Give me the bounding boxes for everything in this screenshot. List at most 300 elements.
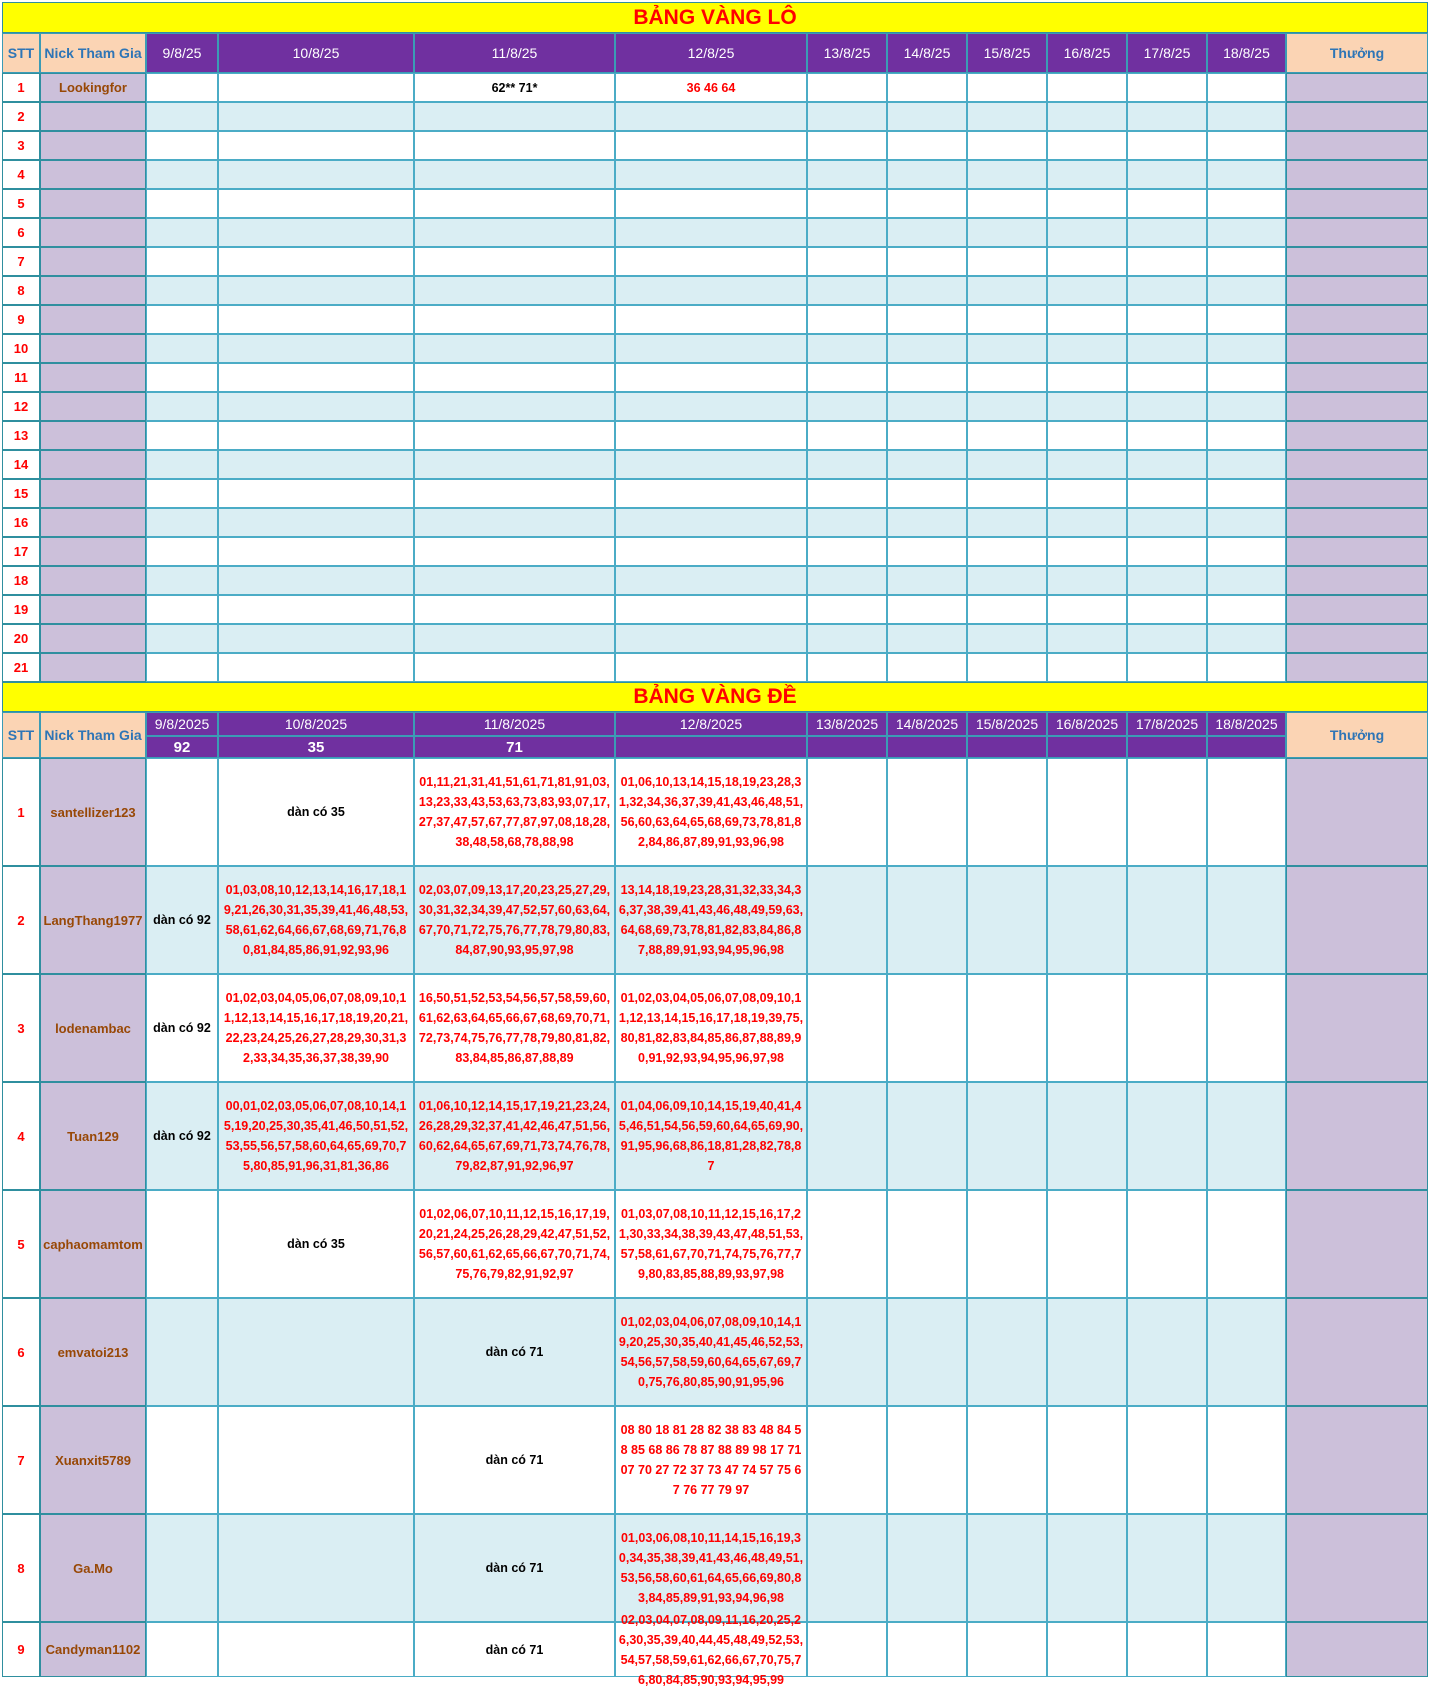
lo-entry-cell[interactable] (615, 189, 807, 218)
de-entry-cell[interactable] (807, 974, 887, 1082)
lo-entry-cell[interactable] (146, 450, 218, 479)
lo-entry-cell[interactable] (807, 102, 887, 131)
de-entry-cell[interactable] (1047, 1622, 1127, 1677)
de-entry-cell[interactable] (615, 866, 807, 974)
lo-entry-cell[interactable] (1047, 334, 1127, 363)
lo-entry-cell[interactable] (807, 131, 887, 160)
de-entry-cell[interactable] (218, 1298, 414, 1406)
lo-entry-cell[interactable] (887, 392, 967, 421)
de-entry-cell[interactable] (1207, 974, 1286, 1082)
de-entry-cell[interactable] (1047, 1514, 1127, 1622)
lo-entry-cell[interactable] (615, 566, 807, 595)
lo-entry-cell[interactable] (1207, 566, 1286, 595)
de-entry-cell[interactable] (414, 1406, 615, 1514)
lo-entry-cell[interactable] (807, 392, 887, 421)
lo-entry-cell[interactable] (1207, 305, 1286, 334)
lo-entry-cell[interactable] (146, 102, 218, 131)
lo-entry-cell[interactable] (218, 305, 414, 334)
de-entry-cell[interactable] (967, 866, 1047, 974)
lo-entry-cell[interactable] (414, 276, 615, 305)
de-entry-cell[interactable] (967, 1406, 1047, 1514)
lo-entry-cell[interactable] (146, 479, 218, 508)
lo-entry-cell[interactable] (1047, 595, 1127, 624)
lo-entry-cell[interactable] (807, 537, 887, 566)
de-entry-cell[interactable] (146, 1082, 218, 1190)
lo-entry-cell[interactable] (615, 160, 807, 189)
lo-entry-cell[interactable] (807, 334, 887, 363)
lo-entry-cell[interactable] (414, 653, 615, 682)
lo-entry-cell[interactable] (967, 653, 1047, 682)
lo-entry-cell[interactable] (1127, 189, 1207, 218)
lo-entry-cell[interactable] (146, 160, 218, 189)
lo-entry-cell[interactable] (1127, 537, 1207, 566)
de-entry-cell[interactable] (967, 1622, 1047, 1677)
lo-entry-cell[interactable] (615, 392, 807, 421)
lo-entry-cell[interactable] (414, 566, 615, 595)
lo-entry-cell[interactable] (887, 450, 967, 479)
de-entry-cell[interactable] (967, 1190, 1047, 1298)
lo-entry-cell[interactable] (1207, 131, 1286, 160)
lo-entry-cell[interactable] (1127, 450, 1207, 479)
de-entry-cell[interactable] (1047, 866, 1127, 974)
lo-entry-cell[interactable] (1207, 450, 1286, 479)
lo-entry-cell[interactable] (1127, 392, 1207, 421)
lo-entry-cell[interactable] (967, 334, 1047, 363)
lo-entry-cell[interactable] (218, 624, 414, 653)
lo-entry-cell[interactable] (967, 624, 1047, 653)
de-entry-cell[interactable] (146, 1298, 218, 1406)
lo-entry-cell[interactable] (967, 218, 1047, 247)
lo-entry-cell[interactable] (414, 508, 615, 537)
lo-entry-cell[interactable] (218, 479, 414, 508)
de-entry-cell[interactable] (887, 1514, 967, 1622)
lo-entry-cell[interactable] (414, 363, 615, 392)
de-entry-cell[interactable] (1207, 1406, 1286, 1514)
de-entry-cell[interactable] (414, 1082, 615, 1190)
de-entry-cell[interactable] (807, 1190, 887, 1298)
lo-entry-cell[interactable] (414, 102, 615, 131)
lo-entry-cell[interactable] (146, 73, 218, 102)
lo-entry-cell[interactable] (967, 479, 1047, 508)
lo-entry-cell[interactable] (218, 73, 414, 102)
lo-entry-cell[interactable] (1207, 189, 1286, 218)
lo-entry-cell[interactable] (1047, 392, 1127, 421)
lo-entry-cell[interactable] (218, 131, 414, 160)
lo-entry-cell[interactable] (218, 189, 414, 218)
de-entry-cell[interactable] (1207, 1298, 1286, 1406)
lo-entry-cell[interactable] (218, 363, 414, 392)
lo-entry-cell[interactable] (807, 160, 887, 189)
de-entry-cell[interactable] (218, 866, 414, 974)
lo-entry-cell[interactable] (887, 421, 967, 450)
lo-entry-cell[interactable] (146, 624, 218, 653)
de-entry-cell[interactable] (1127, 1298, 1207, 1406)
de-entry-cell[interactable] (967, 974, 1047, 1082)
lo-entry-cell[interactable] (218, 276, 414, 305)
lo-entry-cell[interactable] (1127, 363, 1207, 392)
lo-entry-cell[interactable] (1127, 479, 1207, 508)
lo-entry-cell[interactable] (807, 450, 887, 479)
lo-entry-cell[interactable] (146, 363, 218, 392)
lo-entry-cell[interactable] (218, 247, 414, 276)
de-entry-cell[interactable] (218, 1622, 414, 1677)
de-entry-cell[interactable] (218, 1082, 414, 1190)
lo-entry-cell[interactable] (1207, 102, 1286, 131)
lo-entry-cell[interactable] (967, 189, 1047, 218)
lo-entry-cell[interactable] (807, 305, 887, 334)
lo-entry-cell[interactable] (414, 392, 615, 421)
de-entry-cell[interactable] (414, 974, 615, 1082)
lo-entry-cell[interactable] (218, 160, 414, 189)
lo-entry-cell[interactable] (1207, 421, 1286, 450)
lo-entry-cell[interactable] (1127, 218, 1207, 247)
lo-entry-cell[interactable] (1047, 624, 1127, 653)
lo-entry-cell[interactable] (1047, 218, 1127, 247)
lo-entry-cell[interactable] (1207, 160, 1286, 189)
lo-entry-cell[interactable] (615, 276, 807, 305)
lo-entry-cell[interactable] (887, 247, 967, 276)
lo-entry-cell[interactable] (218, 595, 414, 624)
lo-entry-cell[interactable] (615, 305, 807, 334)
lo-entry-cell[interactable] (218, 508, 414, 537)
lo-entry-cell[interactable] (887, 566, 967, 595)
lo-entry-cell[interactable] (146, 392, 218, 421)
lo-entry-cell[interactable] (1047, 305, 1127, 334)
lo-entry-cell[interactable] (1207, 334, 1286, 363)
de-entry-cell[interactable] (146, 866, 218, 974)
de-entry-cell[interactable] (615, 1514, 807, 1622)
de-entry-cell[interactable] (615, 1406, 807, 1514)
de-entry-cell[interactable] (887, 974, 967, 1082)
lo-entry-cell[interactable] (887, 189, 967, 218)
lo-entry-cell[interactable] (887, 73, 967, 102)
lo-entry-cell[interactable] (807, 189, 887, 218)
de-entry-cell[interactable] (414, 1514, 615, 1622)
de-entry-cell[interactable] (615, 1298, 807, 1406)
de-entry-cell[interactable] (414, 758, 615, 866)
lo-entry-cell[interactable] (615, 537, 807, 566)
lo-entry-cell[interactable] (615, 595, 807, 624)
lo-entry-cell[interactable] (807, 363, 887, 392)
de-entry-cell[interactable] (1207, 1082, 1286, 1190)
lo-entry-cell[interactable] (1207, 508, 1286, 537)
lo-entry-cell[interactable] (1127, 73, 1207, 102)
lo-entry-cell[interactable] (615, 102, 807, 131)
lo-entry-cell[interactable] (414, 595, 615, 624)
lo-entry-cell[interactable] (1047, 73, 1127, 102)
lo-entry-cell[interactable] (1127, 421, 1207, 450)
de-entry-cell[interactable] (1047, 1406, 1127, 1514)
lo-entry-cell[interactable] (414, 450, 615, 479)
lo-entry-cell[interactable] (1207, 363, 1286, 392)
lo-entry-cell[interactable] (1047, 537, 1127, 566)
lo-entry-cell[interactable] (967, 160, 1047, 189)
lo-entry-cell[interactable] (967, 537, 1047, 566)
de-entry-cell[interactable] (146, 974, 218, 1082)
de-entry-cell[interactable] (1207, 1190, 1286, 1298)
de-entry-cell[interactable] (967, 758, 1047, 866)
lo-entry-cell[interactable] (967, 73, 1047, 102)
lo-entry-cell[interactable] (807, 276, 887, 305)
de-entry-cell[interactable] (887, 1406, 967, 1514)
de-entry-cell[interactable] (1047, 974, 1127, 1082)
lo-entry-cell[interactable] (1047, 131, 1127, 160)
lo-entry-cell[interactable] (218, 334, 414, 363)
de-entry-cell[interactable] (1047, 758, 1127, 866)
lo-entry-cell[interactable] (146, 508, 218, 537)
de-entry-cell[interactable] (1127, 866, 1207, 974)
lo-entry-cell[interactable] (1127, 102, 1207, 131)
de-entry-cell[interactable] (967, 1298, 1047, 1406)
lo-entry-cell[interactable] (615, 421, 807, 450)
lo-entry-cell[interactable] (615, 363, 807, 392)
de-entry-cell[interactable] (1127, 1190, 1207, 1298)
lo-entry-cell[interactable] (218, 537, 414, 566)
lo-entry-cell[interactable] (967, 102, 1047, 131)
de-entry-cell[interactable] (1127, 758, 1207, 866)
lo-entry-cell[interactable] (887, 537, 967, 566)
lo-entry-cell[interactable] (615, 131, 807, 160)
lo-entry-cell[interactable] (1207, 479, 1286, 508)
de-entry-cell[interactable] (887, 1190, 967, 1298)
lo-entry-cell[interactable] (615, 624, 807, 653)
lo-entry-cell[interactable] (1127, 508, 1207, 537)
lo-entry-cell[interactable] (1127, 653, 1207, 682)
lo-entry-cell[interactable] (615, 450, 807, 479)
de-entry-cell[interactable] (218, 758, 414, 866)
lo-entry-cell[interactable] (414, 334, 615, 363)
lo-entry-cell[interactable] (615, 73, 807, 102)
de-entry-cell[interactable] (615, 1190, 807, 1298)
lo-entry-cell[interactable] (1047, 421, 1127, 450)
lo-entry-cell[interactable] (887, 102, 967, 131)
lo-entry-cell[interactable] (414, 305, 615, 334)
de-entry-cell[interactable] (218, 1406, 414, 1514)
de-entry-cell[interactable] (807, 1622, 887, 1677)
lo-entry-cell[interactable] (146, 653, 218, 682)
lo-entry-cell[interactable] (615, 508, 807, 537)
de-entry-cell[interactable] (807, 1298, 887, 1406)
lo-entry-cell[interactable] (967, 595, 1047, 624)
lo-entry-cell[interactable] (1047, 247, 1127, 276)
lo-entry-cell[interactable] (414, 421, 615, 450)
lo-entry-cell[interactable] (807, 218, 887, 247)
lo-entry-cell[interactable] (1207, 653, 1286, 682)
lo-entry-cell[interactable] (887, 508, 967, 537)
lo-entry-cell[interactable] (146, 189, 218, 218)
de-entry-cell[interactable] (1207, 866, 1286, 974)
lo-entry-cell[interactable] (1127, 160, 1207, 189)
lo-entry-cell[interactable] (887, 305, 967, 334)
lo-entry-cell[interactable] (218, 450, 414, 479)
de-entry-cell[interactable] (807, 1082, 887, 1190)
lo-entry-cell[interactable] (615, 334, 807, 363)
lo-entry-cell[interactable] (218, 392, 414, 421)
lo-entry-cell[interactable] (1047, 363, 1127, 392)
lo-entry-cell[interactable] (1047, 508, 1127, 537)
lo-entry-cell[interactable] (615, 653, 807, 682)
lo-entry-cell[interactable] (807, 624, 887, 653)
lo-entry-cell[interactable] (887, 653, 967, 682)
lo-entry-cell[interactable] (218, 102, 414, 131)
de-entry-cell[interactable] (146, 1514, 218, 1622)
lo-entry-cell[interactable] (967, 305, 1047, 334)
de-entry-cell[interactable] (146, 1406, 218, 1514)
lo-entry-cell[interactable] (414, 479, 615, 508)
de-entry-cell[interactable] (887, 1082, 967, 1190)
lo-entry-cell[interactable] (1047, 189, 1127, 218)
de-entry-cell[interactable] (1127, 1082, 1207, 1190)
lo-entry-cell[interactable] (807, 421, 887, 450)
lo-entry-cell[interactable] (807, 566, 887, 595)
lo-entry-cell[interactable] (967, 131, 1047, 160)
de-entry-cell[interactable] (146, 1190, 218, 1298)
lo-entry-cell[interactable] (218, 566, 414, 595)
lo-entry-cell[interactable] (1207, 537, 1286, 566)
lo-entry-cell[interactable] (414, 247, 615, 276)
lo-entry-cell[interactable] (887, 218, 967, 247)
de-entry-cell[interactable] (218, 1190, 414, 1298)
lo-entry-cell[interactable] (887, 334, 967, 363)
lo-entry-cell[interactable] (1207, 595, 1286, 624)
lo-entry-cell[interactable] (887, 595, 967, 624)
lo-entry-cell[interactable] (967, 450, 1047, 479)
lo-entry-cell[interactable] (807, 479, 887, 508)
lo-entry-cell[interactable] (807, 508, 887, 537)
lo-entry-cell[interactable] (887, 624, 967, 653)
lo-entry-cell[interactable] (967, 276, 1047, 305)
lo-entry-cell[interactable] (1047, 102, 1127, 131)
de-entry-cell[interactable] (218, 1514, 414, 1622)
de-entry-cell[interactable] (807, 758, 887, 866)
de-entry-cell[interactable] (1127, 1514, 1207, 1622)
lo-entry-cell[interactable] (887, 479, 967, 508)
lo-entry-cell[interactable] (967, 247, 1047, 276)
de-entry-cell[interactable] (807, 866, 887, 974)
de-entry-cell[interactable] (1047, 1190, 1127, 1298)
de-entry-cell[interactable] (615, 1082, 807, 1190)
lo-entry-cell[interactable] (414, 537, 615, 566)
lo-entry-cell[interactable] (146, 334, 218, 363)
lo-entry-cell[interactable] (1047, 479, 1127, 508)
lo-entry-cell[interactable] (1127, 131, 1207, 160)
lo-entry-cell[interactable] (414, 189, 615, 218)
lo-entry-cell[interactable] (1047, 653, 1127, 682)
lo-entry-cell[interactable] (1127, 276, 1207, 305)
de-entry-cell[interactable] (615, 1612, 807, 1687)
lo-entry-cell[interactable] (1207, 73, 1286, 102)
lo-entry-cell[interactable] (414, 73, 615, 102)
lo-entry-cell[interactable] (807, 73, 887, 102)
lo-entry-cell[interactable] (218, 218, 414, 247)
de-entry-cell[interactable] (1127, 974, 1207, 1082)
lo-entry-cell[interactable] (1207, 392, 1286, 421)
lo-entry-cell[interactable] (1207, 218, 1286, 247)
de-entry-cell[interactable] (414, 1190, 615, 1298)
de-entry-cell[interactable] (967, 1514, 1047, 1622)
de-entry-cell[interactable] (414, 1298, 615, 1406)
de-entry-cell[interactable] (218, 974, 414, 1082)
de-entry-cell[interactable] (807, 1406, 887, 1514)
lo-entry-cell[interactable] (807, 595, 887, 624)
de-entry-cell[interactable] (1047, 1082, 1127, 1190)
lo-entry-cell[interactable] (1127, 305, 1207, 334)
lo-entry-cell[interactable] (1047, 276, 1127, 305)
lo-entry-cell[interactable] (887, 160, 967, 189)
de-entry-cell[interactable] (967, 1082, 1047, 1190)
lo-entry-cell[interactable] (414, 218, 615, 247)
de-entry-cell[interactable] (887, 758, 967, 866)
lo-entry-cell[interactable] (807, 653, 887, 682)
de-entry-cell[interactable] (1207, 1514, 1286, 1622)
lo-entry-cell[interactable] (1127, 566, 1207, 595)
de-entry-cell[interactable] (146, 1622, 218, 1677)
de-entry-cell[interactable] (1207, 1622, 1286, 1677)
lo-entry-cell[interactable] (1047, 450, 1127, 479)
lo-entry-cell[interactable] (146, 247, 218, 276)
lo-entry-cell[interactable] (146, 595, 218, 624)
lo-entry-cell[interactable] (615, 218, 807, 247)
de-entry-cell[interactable] (414, 1622, 615, 1677)
lo-entry-cell[interactable] (1127, 334, 1207, 363)
lo-entry-cell[interactable] (1207, 624, 1286, 653)
lo-entry-cell[interactable] (1207, 247, 1286, 276)
lo-entry-cell[interactable] (1127, 624, 1207, 653)
lo-entry-cell[interactable] (1127, 595, 1207, 624)
lo-entry-cell[interactable] (146, 276, 218, 305)
lo-entry-cell[interactable] (615, 247, 807, 276)
lo-entry-cell[interactable] (887, 131, 967, 160)
de-entry-cell[interactable] (1207, 758, 1286, 866)
lo-entry-cell[interactable] (807, 247, 887, 276)
de-entry-cell[interactable] (146, 758, 218, 866)
de-entry-cell[interactable] (414, 866, 615, 974)
de-entry-cell[interactable] (887, 1298, 967, 1406)
lo-entry-cell[interactable] (218, 421, 414, 450)
lo-entry-cell[interactable] (146, 421, 218, 450)
de-entry-cell[interactable] (615, 974, 807, 1082)
de-entry-cell[interactable] (887, 866, 967, 974)
lo-entry-cell[interactable] (1127, 247, 1207, 276)
lo-entry-cell[interactable] (887, 363, 967, 392)
lo-entry-cell[interactable] (967, 363, 1047, 392)
lo-entry-cell[interactable] (218, 653, 414, 682)
de-entry-cell[interactable] (1127, 1406, 1207, 1514)
lo-entry-cell[interactable] (967, 392, 1047, 421)
de-entry-cell[interactable] (1127, 1622, 1207, 1677)
de-entry-cell[interactable] (615, 758, 807, 866)
lo-entry-cell[interactable] (1207, 276, 1286, 305)
lo-entry-cell[interactable] (146, 218, 218, 247)
lo-entry-cell[interactable] (146, 537, 218, 566)
lo-entry-cell[interactable] (1047, 160, 1127, 189)
lo-entry-cell[interactable] (967, 421, 1047, 450)
lo-entry-cell[interactable] (414, 160, 615, 189)
lo-entry-cell[interactable] (414, 131, 615, 160)
de-entry-cell[interactable] (1047, 1298, 1127, 1406)
lo-entry-cell[interactable] (146, 131, 218, 160)
de-entry-cell[interactable] (807, 1514, 887, 1622)
lo-entry-cell[interactable] (967, 508, 1047, 537)
lo-entry-cell[interactable] (887, 276, 967, 305)
lo-entry-cell[interactable] (967, 566, 1047, 595)
lo-entry-cell[interactable] (1047, 566, 1127, 595)
de-entry-cell[interactable] (887, 1622, 967, 1677)
lo-entry-cell[interactable] (414, 624, 615, 653)
lo-entry-cell[interactable] (615, 479, 807, 508)
lo-entry-cell[interactable] (146, 566, 218, 595)
lo-entry-cell[interactable] (146, 305, 218, 334)
